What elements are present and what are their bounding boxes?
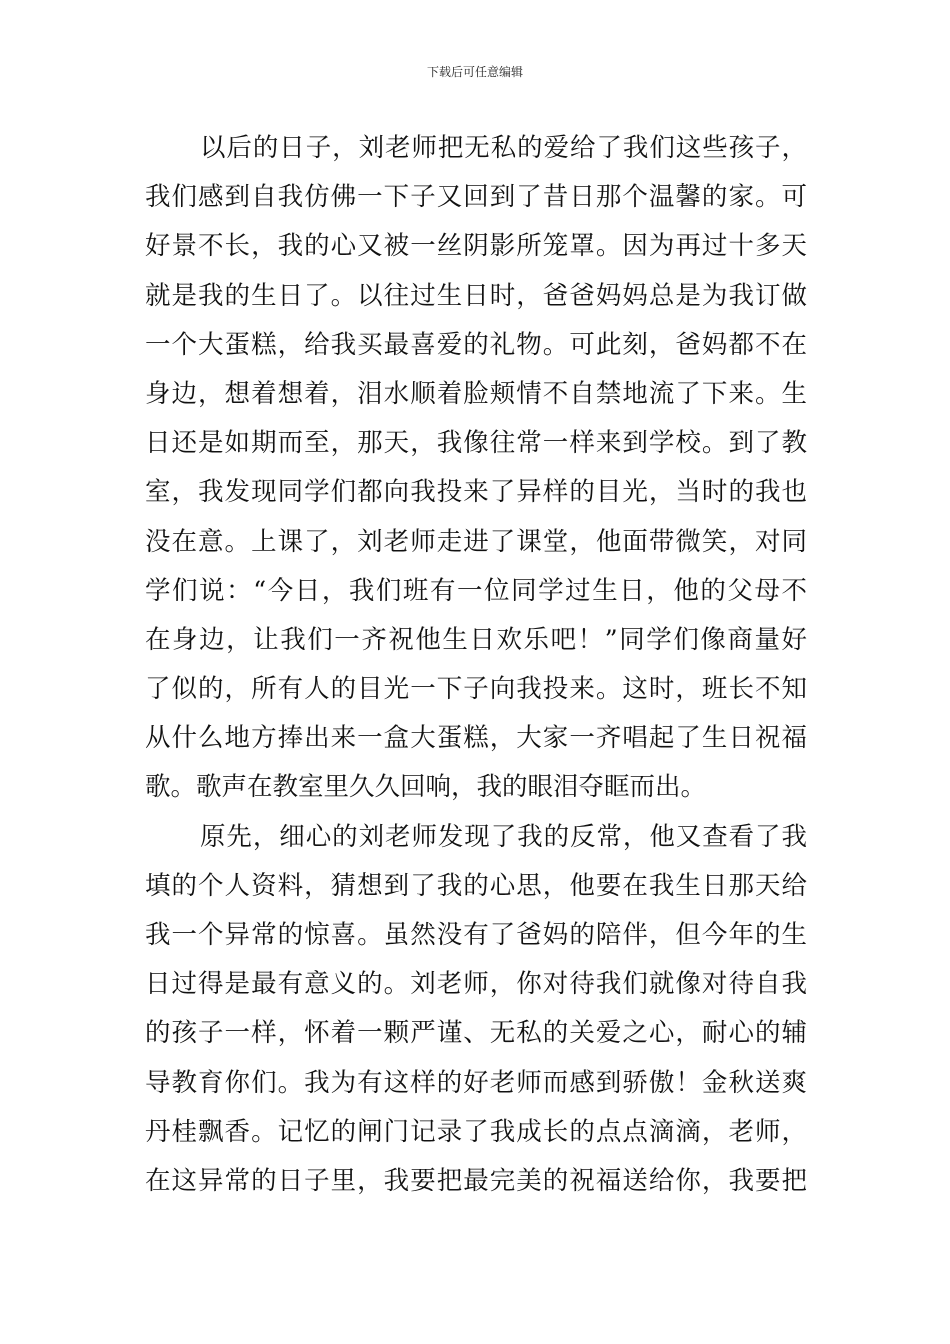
text-line: 室，我发现同学们都向我投来了异样的目光，当时的我也 <box>145 477 807 508</box>
text-line: 就是我的生日了。以往过生日时，爸爸妈妈总是为我订做 <box>145 280 807 311</box>
text-line: 了似的，所有人的目光一下子向我投来。这时，班长不知 <box>145 674 807 705</box>
text-line: 一个大蛋糕，给我买最喜爱的礼物。可此刻，爸妈都不在 <box>145 329 807 360</box>
text-line: 的孩子一样，怀着一颗严谨、无私的关爱之心，耐心的辅 <box>145 1018 807 1049</box>
text-line: 身边，想着想着，泪水顺着脸颊情不自禁地流了下来。生 <box>145 378 807 409</box>
text-line: 从什么地方捧出来一盒大蛋糕，大家一齐唱起了生日祝福 <box>145 723 807 754</box>
text-line: 填的个人资料，猜想到了我的心思，他要在我生日那天给 <box>145 870 807 901</box>
text-line: 我一个异常的惊喜。虽然没有了爸妈的陪伴，但今年的生 <box>145 920 807 950</box>
text-line: 导教育你们。我为有这样的好老师而感到骄傲！金秋送爽 <box>145 1067 807 1098</box>
text-line: 没在意。上课了，刘老师走进了课堂，他面带微笑，对同 <box>145 526 807 557</box>
text-line: 在这异常的日子里，我要把最完美的祝福送给你，我要把 <box>145 1165 807 1196</box>
text-line: 以后的日子，刘老师把无私的爱给了我们这些孩子， <box>200 133 807 163</box>
paragraph-1 <box>145 124 807 813</box>
text-line: 丹桂飘香。记忆的闸门记录了我成长的点点滴滴，老师， <box>145 1116 807 1147</box>
text-line: 好景不长，我的心又被一丝阴影所笼罩。因为再过十多天 <box>145 231 807 262</box>
text-line: 学们说：“今日，我们班有一位同学过生日，他的父母不 <box>145 575 807 606</box>
text-line: 歌。歌声在教室里久久回响，我的眼泪夺眶而出。 <box>145 772 707 803</box>
text-line: 我们感到自我仿佛一下子又回到了昔日那个温馨的家。可 <box>145 182 807 213</box>
text-line: 在身边，让我们一齐祝他生日欢乐吧！”同学们像商量好 <box>145 624 807 655</box>
text-line: 日过得是最有意义的。刘老师，你对待我们就像对待自我 <box>145 969 807 1000</box>
header-note: 下载后可任意编辑 <box>426 65 523 79</box>
paragraph-2 <box>145 813 807 1207</box>
text-line: 日还是如期而至，那天，我像往常一样来到学校。到了教 <box>145 428 807 459</box>
body-text <box>145 124 807 1206</box>
text-line: 原先，细心的刘老师发现了我的反常，他又查看了我 <box>200 821 807 852</box>
